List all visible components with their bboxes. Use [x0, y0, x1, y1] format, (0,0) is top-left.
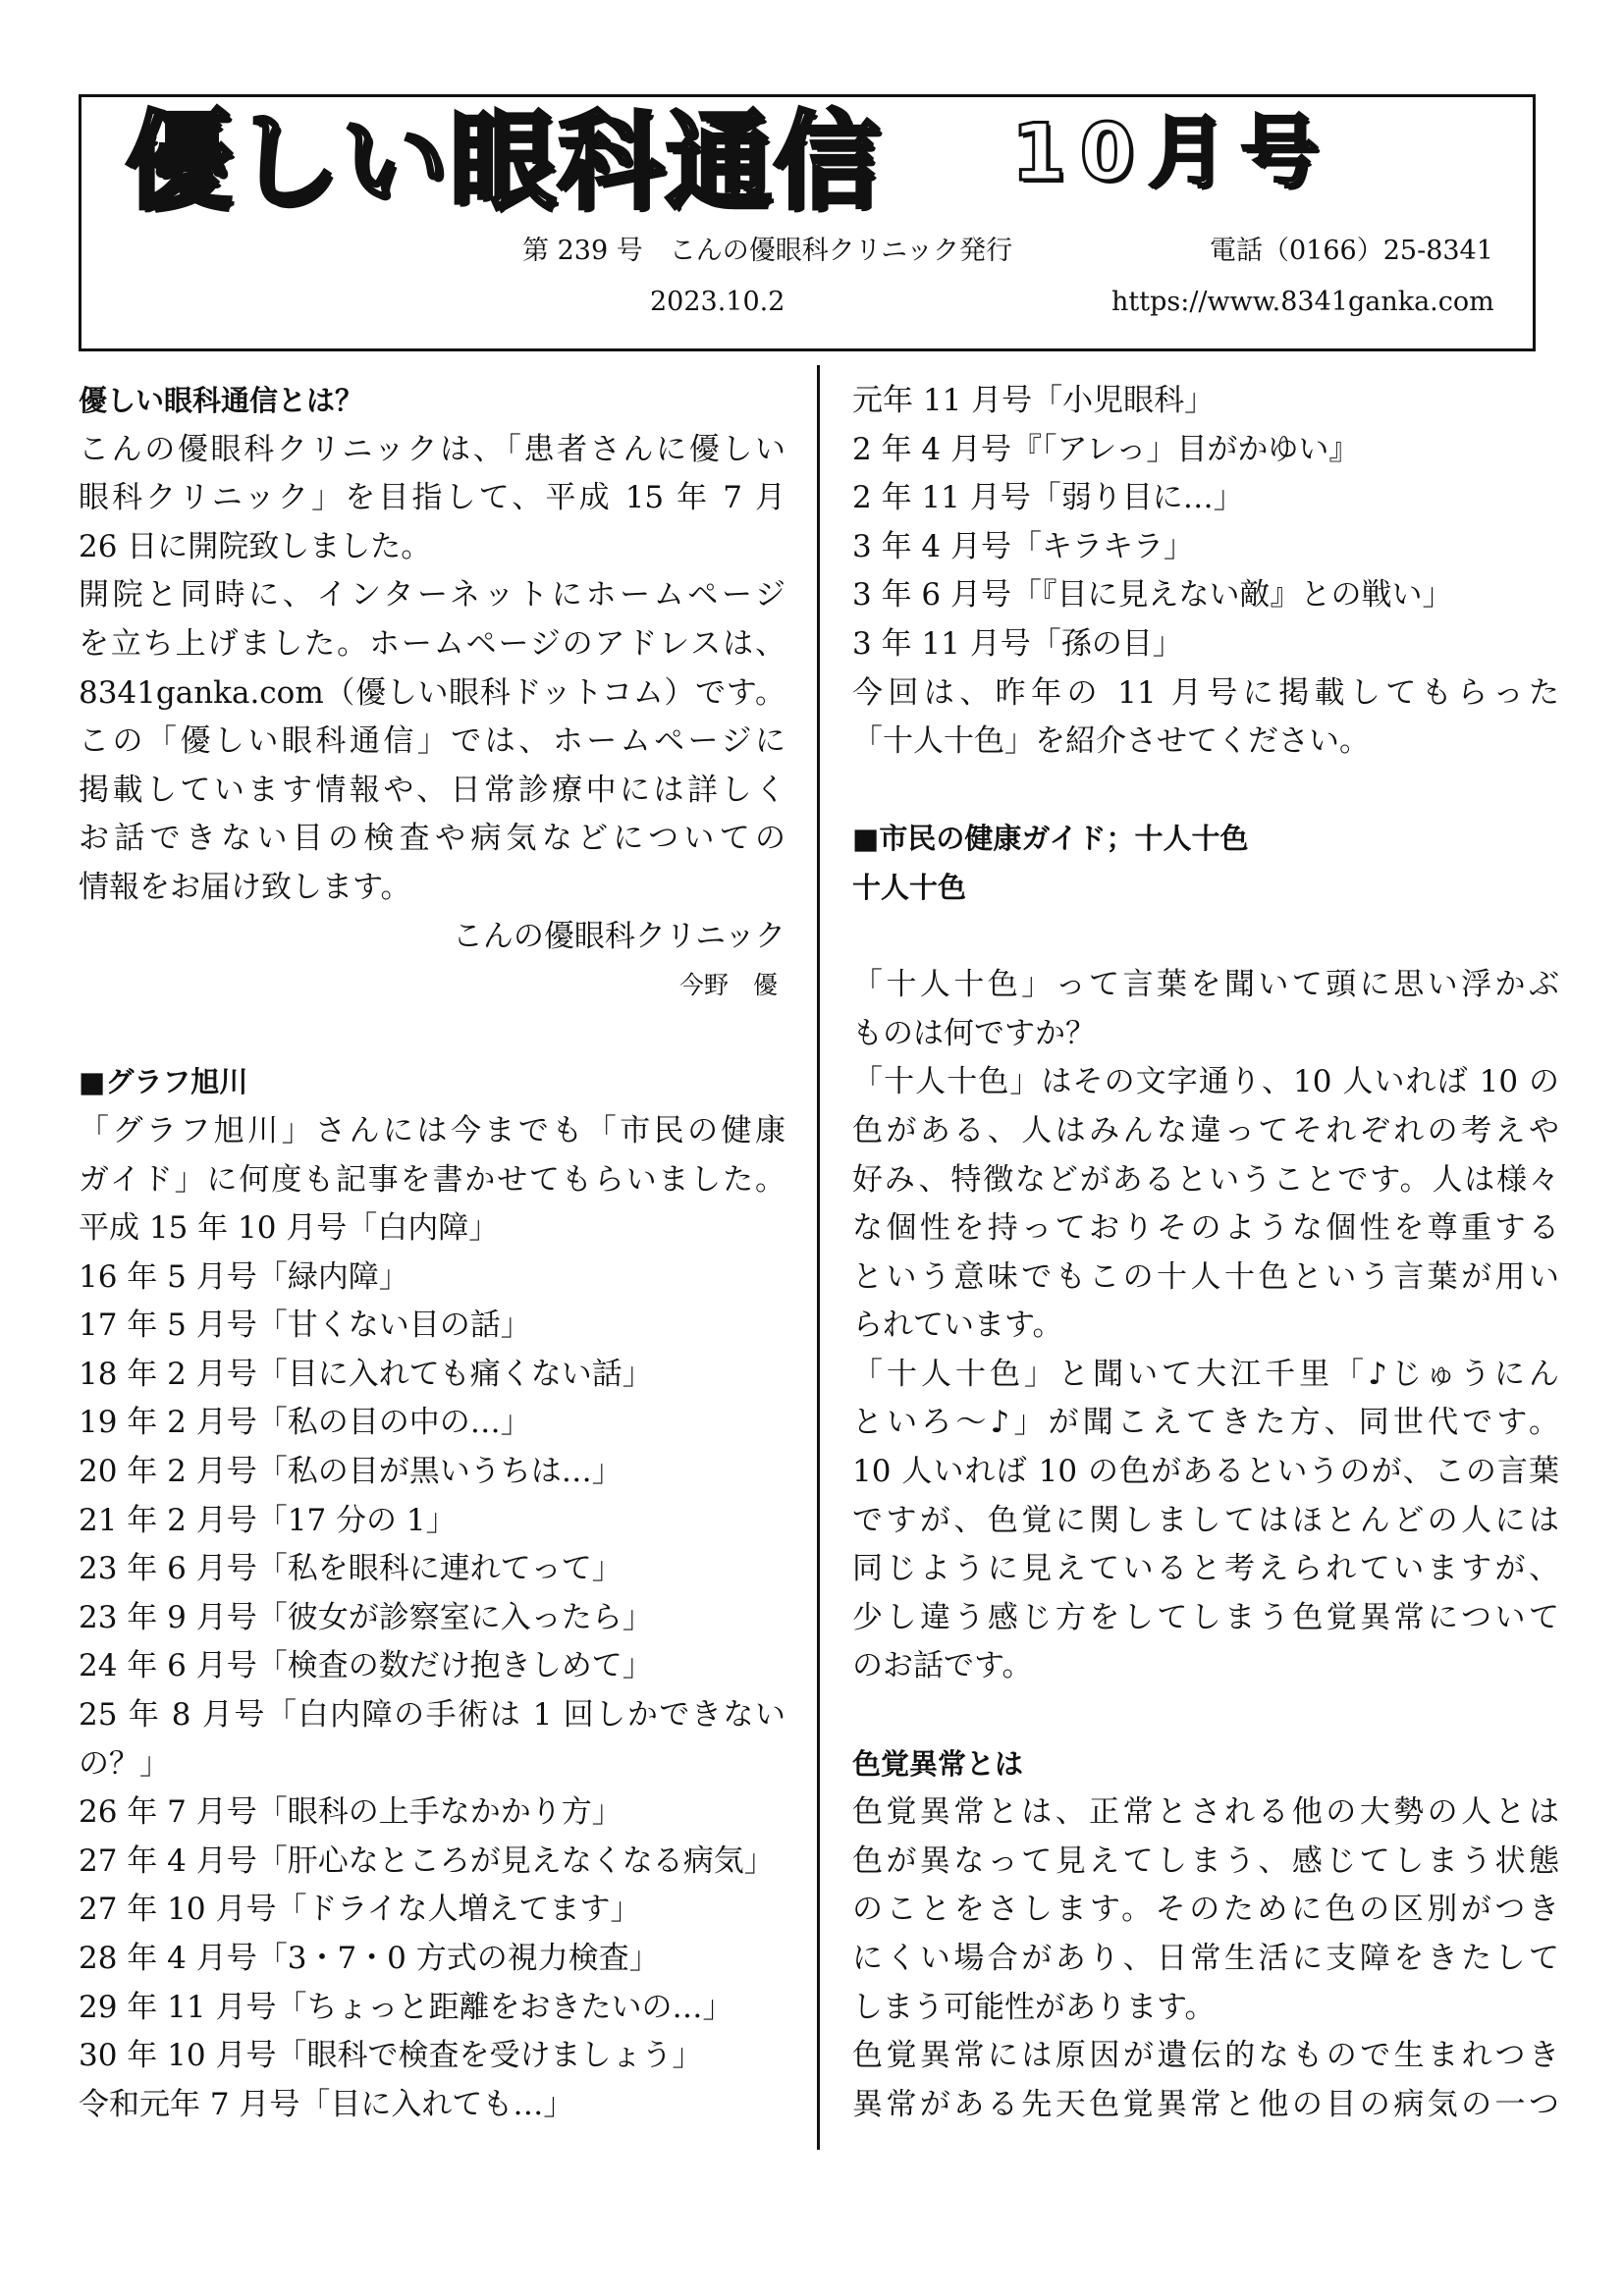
intro-line: 26 日に開院致しました。 — [79, 528, 432, 564]
list-item: の？」 — [79, 1745, 170, 1782]
body-line: 「十人十色」はその文字通り、10 人いれば 10 の — [852, 1064, 1559, 1100]
body-line: 少し違う感じ方をしてしまう色覚異常について — [852, 1599, 1559, 1635]
intro-line: 眼科クリニック」を目指して、平成 15 年 7 月 — [79, 480, 785, 516]
body-line: しまう可能性があります。 — [852, 1989, 1216, 2025]
list-item: 30 年 10 月号「眼科で検査を受けましょう」 — [79, 2038, 703, 2074]
body-line: 10 人いれば 10 の色があるというのが、この言葉 — [852, 1454, 1559, 1490]
right-column — [852, 377, 1559, 2129]
intro-line: 8341ganka.com（優しい眼科ドットコム）です。 — [79, 674, 785, 711]
intro-line: こんの優眼科クリニックは、「患者さんに優しい — [79, 431, 785, 467]
list-item: 2 年 4 月号『「アレっ」目がかゆい』 — [852, 431, 1360, 467]
body-line: ものは何ですか？ — [852, 1015, 1096, 1051]
body-line: な個性を持っておりそのような個性を尊重する — [852, 1210, 1559, 1247]
body-line: 同じように見えていると考えられていますが、 — [852, 1551, 1559, 1587]
list-item: 16 年 5 月号「緑内障」 — [79, 1258, 409, 1295]
list-item: 27 年 4 月号「肝心なところが見えなくなる病気」 — [79, 1842, 775, 1879]
this-time-line: 今回は、昨年の 11 月号に掲載してもらった — [852, 674, 1559, 711]
body-line: 「十人十色」って言葉を聞いて頭に思い浮かぶ — [852, 967, 1559, 1003]
intro-line: この「優しい眼科通信」では、ホームページに — [79, 723, 785, 760]
list-item: 29 年 11 月号「ちょっと距離をおきたいの…」 — [79, 1989, 733, 2025]
body-line: といろ～♪」が聞こえてきた方、同世代です。 — [852, 1405, 1559, 1441]
list-item: 3 年 11 月号「孫の目」 — [852, 625, 1183, 662]
body-line: のお話です。 — [852, 1648, 1033, 1684]
body-line: のことをさします。そのために色の区別がつき — [852, 1892, 1559, 1928]
spacer — [79, 1010, 785, 1059]
website-url[interactable]: https://www.8341ganka.com — [1111, 287, 1494, 317]
color-vision-body — [852, 1789, 1559, 2129]
spacer — [852, 767, 1559, 816]
issue-date: 2023.10.2 — [650, 287, 785, 317]
list-item: 27 年 10 月号「ドライな人増えてます」 — [79, 1892, 641, 1928]
graph-intro-line: 「グラフ旭川」さんには今までも「市民の健康 — [79, 1112, 785, 1148]
body-line: ですが、色覚に関しましてはほとんどの人には — [852, 1502, 1559, 1538]
left-column — [79, 377, 785, 2129]
body-line: られています。 — [852, 1308, 1063, 1344]
intro-line: 掲載しています情報や、日常診療中には詳しく — [79, 772, 785, 808]
article-list — [79, 1204, 785, 2129]
guide-heading: ■市民の健康ガイド；十人十色 — [852, 822, 1249, 856]
phone-number: 電話（0166）25-8341 — [1210, 236, 1493, 266]
intro-line: を立ち上げました。ホームページのアドレスは、 — [79, 625, 785, 662]
list-item: 24 年 6 月号「検査の数だけ抱きしめて」 — [79, 1648, 653, 1684]
list-item: 21 年 2 月号「17 分の 1」 — [79, 1502, 457, 1538]
list-item: 19 年 2 月号「私の目の中の…」 — [79, 1405, 531, 1441]
body-line: という意味でもこの十人十色という言葉が用い — [852, 1258, 1559, 1295]
masthead-title: 優しい眼科通信 — [126, 101, 883, 224]
color-vision-heading: 色覚異常とは — [852, 1746, 1024, 1781]
body-line: 色覚異常とは、正常とされる他の大勢の人とは — [852, 1794, 1559, 1831]
graph-heading: ■グラフ旭川 — [79, 1065, 248, 1099]
intro-line: お話できない目の検査や病気などについての — [79, 821, 785, 857]
list-item: 26 年 7 月号「眼科の上手なかかり方」 — [79, 1794, 623, 1831]
list-item: 25 年 8 月号「白内障の手術は 1 回しかできない — [79, 1697, 785, 1734]
list-item: 17 年 5 月号「甘くない目の話」 — [79, 1308, 531, 1344]
body-line: 異常がある先天色覚異常と他の目の病気の一つ — [852, 2086, 1559, 2122]
list-item: 令和元年 7 月号「目に入れても…」 — [79, 2086, 574, 2122]
issue-line: 第 239 号 こんの優眼科クリニック発行 — [522, 236, 1013, 266]
list-item: 18 年 2 月号「目に入れても痛くない話」 — [79, 1356, 653, 1392]
spacer — [852, 1691, 1559, 1740]
list-item: 2 年 11 月号「弱り目に…」 — [852, 480, 1244, 516]
list-item: 平成 15 年 10 月号「白内障」 — [79, 1210, 500, 1247]
list-item: 28 年 4 月号「3・7・0 方式の視力検査」 — [79, 1941, 660, 1976]
intro-paragraph — [79, 426, 785, 913]
list-item: 元年 11 月号「小児眼科」 — [852, 383, 1216, 418]
graph-intro-line: ガイド」に何度も記事を書かせてもらいました。 — [79, 1161, 785, 1198]
signature-clinic: こんの優眼科クリニック — [452, 918, 785, 954]
this-time-line: 「十人十色」を紹介させてください。 — [852, 723, 1370, 760]
intro-line: 開院と同時に、インターネットにホームページ — [79, 577, 785, 614]
signature-name: 今野 優 — [678, 971, 778, 1000]
body-line: 色がある、人はみんな違ってそれぞれの考えや — [852, 1112, 1559, 1148]
list-item: 3 年 6 月号「『目に見えない敵』との戦い」 — [852, 577, 1453, 614]
list-item: 23 年 6 月号「私を眼科に連れてって」 — [79, 1551, 623, 1587]
guide-subheading: 十人十色 — [852, 870, 967, 904]
issue-month: 10月号 — [1011, 107, 1333, 198]
list-item: 23 年 9 月号「彼女が診察室に入ったら」 — [79, 1599, 653, 1635]
intro-line: 情報をお届け致します。 — [79, 869, 411, 905]
column-divider — [817, 365, 820, 2150]
list-item: 3 年 4 月号「キラキラ」 — [852, 528, 1195, 564]
body-line: 色が異なって見えてしまう、感じてしまう状態 — [852, 1842, 1559, 1879]
body-line: 色覚異常には原因が遺伝的なもので生まれつき — [852, 2038, 1559, 2074]
body-line: にくい場合があり、日常生活に支障をきたして — [852, 1941, 1559, 1976]
intro-heading: 優しい眼科通信とは？ — [79, 384, 364, 417]
guide-body — [852, 961, 1559, 1691]
spacer — [852, 913, 1559, 962]
body-line: 「十人十色」と聞いて大江千里「♪じゅうにん — [852, 1356, 1559, 1392]
body-line: 好み、特徴などがあるということです。人は様々 — [852, 1161, 1559, 1198]
article-list-continued — [852, 377, 1559, 669]
list-item: 20 年 2 月号「私の目が黒いうちは…」 — [79, 1454, 623, 1490]
